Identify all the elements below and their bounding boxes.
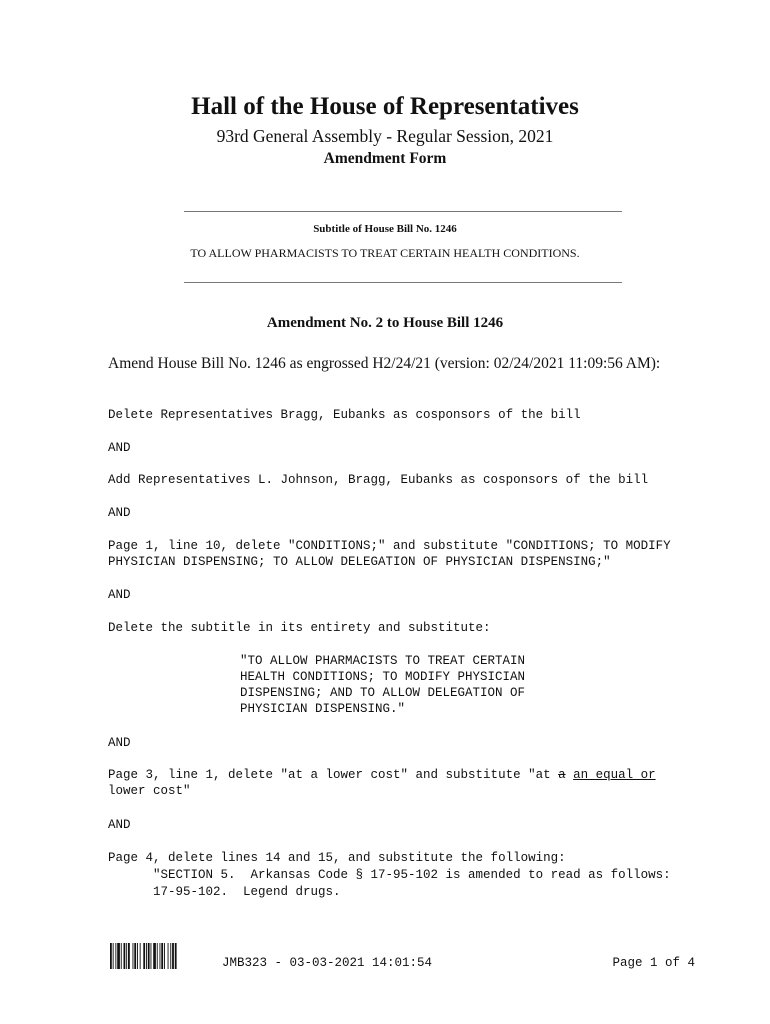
and-separator: AND (108, 736, 131, 750)
page4-instruction-line3: 17-95-102. Legend drugs. (108, 885, 341, 899)
new-subtitle-line: DISPENSING; AND TO ALLOW DELEGATION OF (240, 686, 526, 700)
page3-instruction-line2: lower cost" (108, 784, 191, 798)
and-separator: AND (108, 588, 131, 602)
underlined-text: an equal or (573, 768, 656, 782)
amendment-heading: Amendment No. 2 to House Bill 1246 (266, 315, 504, 331)
subtitle-label: Subtitle of House Bill No. 1246 (313, 223, 457, 235)
top-divider (184, 211, 622, 212)
page4-instruction-line1: Page 4, delete lines 14 and 15, and substitute the following: (108, 851, 566, 865)
footer-code: JMB323 - 03-03-2021 14:01:54 (222, 956, 433, 970)
barcode-icon (110, 943, 200, 969)
page-number: Page 1 of 4 (612, 956, 695, 970)
and-separator: AND (108, 441, 131, 455)
amendment-intro: Amend House Bill No. 1246 as engrossed H2/24/21 (version: 02/24/2021 11:09:56 AM): (108, 355, 661, 372)
new-subtitle-line: HEALTH CONDITIONS; TO MODIFY PHYSICIAN (240, 670, 526, 684)
form-name: Amendment Form (323, 150, 447, 167)
delete-subtitle-instruction: Delete the subtitle in its entirety and substitute: (108, 621, 491, 635)
session-line: 93rd General Assembly - Regular Session, 2021 (216, 126, 554, 146)
page1-instruction-line2: PHYSICIAN DISPENSING; TO ALLOW DELEGATION OF PHYSICIAN DISPENSING;" (108, 555, 611, 569)
page1-instruction-line1: Page 1, line 10, delete "CONDITIONS;" and substitute "CONDITIONS; TO MODIFY (108, 539, 671, 553)
page3-instruction-line1 (108, 767, 656, 783)
and-separator: AND (108, 506, 131, 520)
new-subtitle-line: PHYSICIAN DISPENSING." (240, 702, 406, 716)
new-subtitle-line: "TO ALLOW PHARMACISTS TO TREAT CERTAIN (240, 654, 526, 668)
page-title: Hall of the House of Representatives (191, 93, 579, 120)
and-separator: AND (108, 818, 131, 832)
page3-prefix: Page 3, line 1, delete "at a lower cost" and substitute "at (108, 768, 559, 782)
subtitle-text: TO ALLOW PHARMACISTS TO TREAT CERTAIN HEALTH CONDITIONS. (190, 246, 580, 260)
add-cosponsors: Add Representatives L. Johnson, Bragg, Eubanks as cosponsors of the bill (108, 473, 649, 487)
page4-instruction-line2: "SECTION 5. Arkansas Code § 17-95-102 is amended to read as follows: (108, 868, 671, 882)
struck-text: a (558, 768, 566, 782)
delete-cosponsors: Delete Representatives Bragg, Eubanks as cosponsors of the bill (108, 408, 581, 422)
bottom-divider (184, 282, 622, 283)
